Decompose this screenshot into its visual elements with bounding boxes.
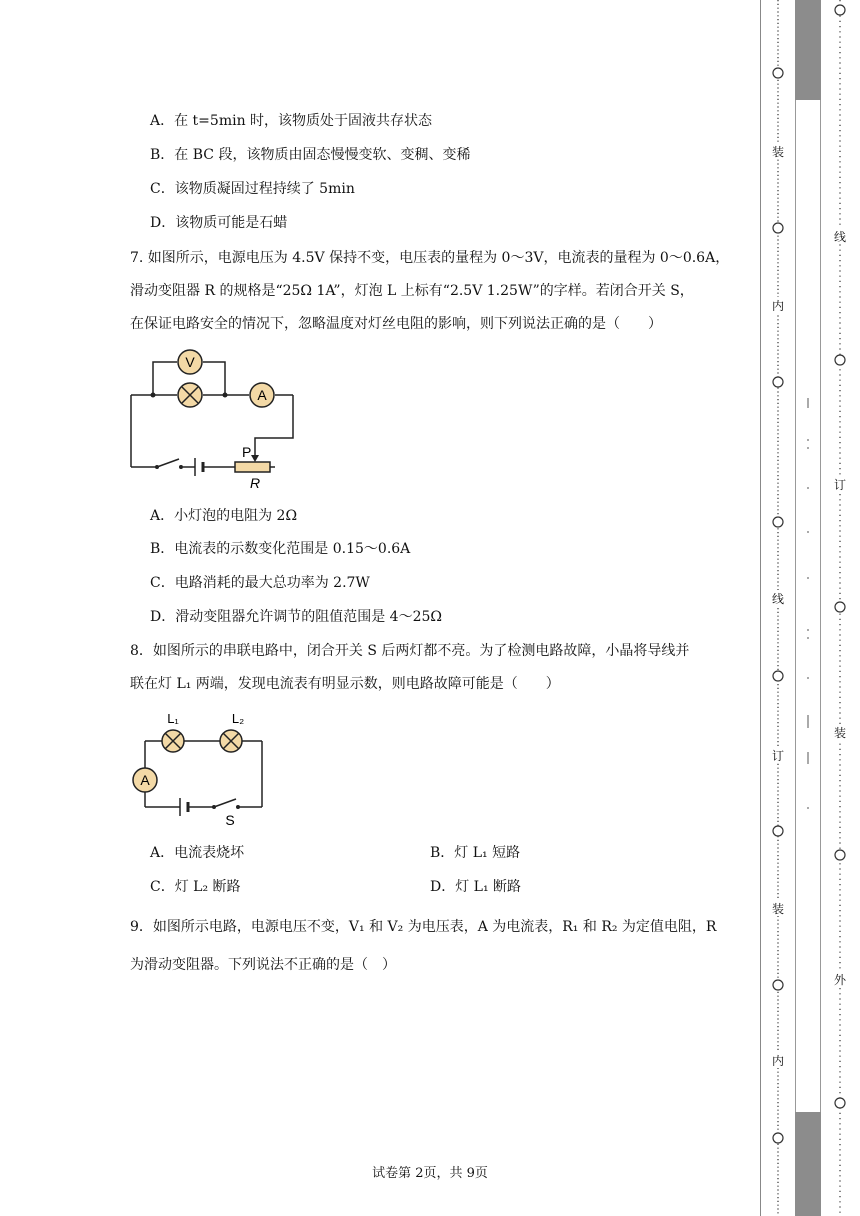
outer-char-2: 订: [833, 478, 846, 492]
q7-voltmeter-label: V: [185, 354, 195, 370]
q7-stem-line-3: 在保证电路安全的情况下，忽略温度对灯丝电阻的影响，则下列说法正确的是（ ）: [130, 316, 662, 332]
outer-char-4: 外: [833, 973, 846, 987]
q7-stem-line-1: 7. 如图所示，电源电压为 4.5V 保持不变，电压表的量程为 0～3V，电流表的量程为 0～0.6A，: [130, 250, 730, 266]
q8-switch-label: S: [225, 812, 235, 828]
outer-binding-line: [830, 0, 850, 1216]
q7-rheostat-label: R: [250, 475, 261, 491]
binding-gray-bar-bottom: [795, 1112, 821, 1216]
q7-option-c[interactable]: C．电路消耗的最大总功率为 2.7W: [150, 575, 370, 591]
binding-margin: [760, 0, 860, 1216]
inner-char-4: 订: [771, 749, 784, 763]
q7-option-a[interactable]: A．小灯泡的电阻为 2Ω: [150, 508, 298, 524]
q8-option-a[interactable]: A．电流表烧坏: [150, 845, 245, 861]
page-footer: 试卷第 2页，共 9页: [372, 1166, 488, 1181]
q8-ammeter-label: A: [140, 772, 150, 788]
q6-option-d[interactable]: D．该物质可能是石蜡: [150, 215, 288, 231]
q8-option-b[interactable]: B．灯 L₁ 短路: [430, 845, 521, 861]
q8-circuit-diagram: [128, 705, 273, 830]
q7-stem-line-2: 滑动变阻器 R 的规格是“25Ω 1A”，灯泡 L 上标有“2.5V 1.25W”的字样。若闭合开关 S，: [130, 283, 694, 299]
q7-option-d[interactable]: D．滑动变阻器允许调节的阻值范围是 4～25Ω: [150, 609, 443, 625]
inner-binding-line: [768, 0, 788, 1216]
outer-char-1: 线: [833, 230, 846, 244]
q7-slider-label: P: [242, 444, 252, 460]
q6-option-c[interactable]: C．该物质凝固过程持续了 5min: [150, 181, 355, 197]
binding-middle-marks: [796, 100, 820, 1112]
q8-option-d[interactable]: D．灯 L₁ 断路: [430, 879, 522, 895]
q7-ammeter-label: A: [257, 387, 267, 403]
q8-lamp2-label: L₂: [231, 711, 245, 726]
q6-option-b[interactable]: B．在 BC 段，该物质由固态慢慢变软、变稠、变稀: [150, 147, 471, 163]
q6-option-a[interactable]: A．在 t=5min 时，该物质处于固液共存状态: [150, 113, 433, 129]
inner-char-1: 装: [771, 145, 784, 159]
q8-stem-line-1: 8．如图所示的串联电路中，闭合开关 S 后两灯都不亮。为了检测电路故障，小晶将导线并: [130, 643, 690, 659]
q9-stem-line-1: 9．如图所示电路，电源电压不变，V₁ 和 V₂ 为电压表，A 为电流表，R₁ 和 R₂ 为定值电阻，R: [130, 919, 717, 935]
outer-char-3: 装: [833, 726, 846, 740]
q9-stem-line-2: 为滑动变阻器。下列说法不正确的是（ ）: [130, 957, 396, 973]
inner-char-2: 内: [771, 299, 784, 313]
q7-option-b[interactable]: B．电流表的示数变化范围是 0.15～0.6A: [150, 541, 411, 557]
inner-char-6: 内: [771, 1054, 784, 1068]
q8-option-c[interactable]: C．灯 L₂ 断路: [150, 879, 241, 895]
q8-stem-line-2: 联在灯 L₁ 两端，发现电流表有明显示数，则电路故障可能是（ ）: [130, 676, 560, 692]
q7-circuit-diagram: [125, 345, 305, 495]
binding-border: [760, 0, 761, 1216]
inner-char-5: 装: [771, 902, 784, 916]
inner-char-3: 线: [771, 592, 784, 606]
q8-lamp1-label: L₁: [167, 711, 179, 726]
binding-gray-bar-top: [795, 0, 821, 100]
